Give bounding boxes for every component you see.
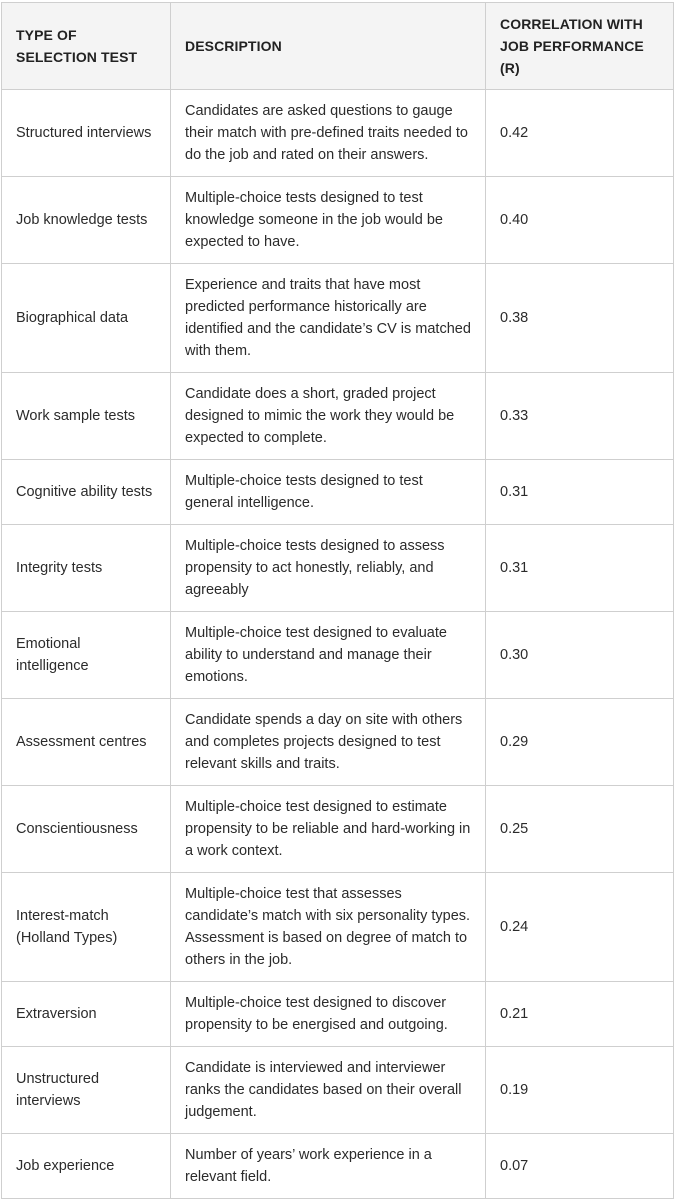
cell-test-type: Cognitive ability tests	[2, 460, 171, 525]
cell-description: Candidates are asked questions to gauge their match with pre-defined traits needed to do the job and rated on their answers.	[171, 90, 486, 177]
cell-description: Multiple-choice test designed to discover propensity to be energised and outgoing.	[171, 982, 486, 1047]
table-row	[2, 1134, 674, 1199]
cell-correlation: 0.38	[486, 264, 674, 373]
table-row	[2, 460, 674, 525]
cell-correlation: 0.29	[486, 699, 674, 786]
cell-description: Candidate is interviewed and interviewer ranks the candidates based on their overall judgement.	[171, 1047, 486, 1134]
cell-correlation: 0.21	[486, 982, 674, 1047]
cell-correlation: 0.07	[486, 1134, 674, 1199]
cell-description: Multiple-choice test that assesses candidate’s match with six personality types. Assessment is based on degree of match to others in the job.	[171, 873, 486, 982]
table-header-row	[2, 3, 674, 90]
cell-test-type: Job experience	[2, 1134, 171, 1199]
cell-correlation: 0.33	[486, 373, 674, 460]
cell-correlation: 0.31	[486, 525, 674, 612]
cell-correlation: 0.31	[486, 460, 674, 525]
cell-correlation: 0.24	[486, 873, 674, 982]
cell-description: Multiple-choice test designed to evaluate ability to understand and manage their emotions.	[171, 612, 486, 699]
table-row	[2, 264, 674, 373]
cell-description: Candidate does a short, graded project designed to mimic the work they would be expected to complete.	[171, 373, 486, 460]
cell-test-type: Extraversion	[2, 982, 171, 1047]
cell-test-type: Interest-match (Holland Types)	[2, 873, 171, 982]
cell-description: Multiple-choice tests designed to test general intelligence.	[171, 460, 486, 525]
header-correlation: CORRELATION WITH JOB PERFORMANCE (R)	[486, 3, 674, 90]
table-row	[2, 982, 674, 1047]
cell-description: Candidate spends a day on site with others and completes projects designed to test relevant skills and traits.	[171, 699, 486, 786]
cell-description: Experience and traits that have most predicted performance historically are identified and the candidate’s CV is matched with them.	[171, 264, 486, 373]
cell-correlation: 0.30	[486, 612, 674, 699]
cell-test-type: Work sample tests	[2, 373, 171, 460]
cell-description: Multiple-choice tests designed to assess propensity to act honestly, reliably, and agreeably	[171, 525, 486, 612]
selection-tests-table	[1, 2, 674, 1199]
table-row	[2, 873, 674, 982]
cell-correlation: 0.40	[486, 177, 674, 264]
cell-description: Multiple-choice test designed to estimate propensity to be reliable and hard-working in a work context.	[171, 786, 486, 873]
table-row	[2, 373, 674, 460]
cell-test-type: Conscientiousness	[2, 786, 171, 873]
table-row	[2, 1047, 674, 1134]
table-body	[2, 90, 674, 1199]
cell-test-type: Assessment centres	[2, 699, 171, 786]
cell-correlation: 0.42	[486, 90, 674, 177]
table-row	[2, 177, 674, 264]
cell-correlation: 0.19	[486, 1047, 674, 1134]
cell-test-type: Unstructured interviews	[2, 1047, 171, 1134]
header-description: DESCRIPTION	[171, 3, 486, 90]
cell-description: Number of years’ work experience in a relevant field.	[171, 1134, 486, 1199]
header-type: TYPE OF SELECTION TEST	[2, 3, 171, 90]
cell-test-type: Emotional intelligence	[2, 612, 171, 699]
cell-correlation: 0.25	[486, 786, 674, 873]
table-row	[2, 90, 674, 177]
table-row	[2, 525, 674, 612]
table-row	[2, 786, 674, 873]
cell-test-type: Job knowledge tests	[2, 177, 171, 264]
table-row	[2, 612, 674, 699]
cell-description: Multiple-choice tests designed to test knowledge someone in the job would be expected to have.	[171, 177, 486, 264]
cell-test-type: Integrity tests	[2, 525, 171, 612]
cell-test-type: Biographical data	[2, 264, 171, 373]
cell-test-type: Structured interviews	[2, 90, 171, 177]
table-row	[2, 699, 674, 786]
